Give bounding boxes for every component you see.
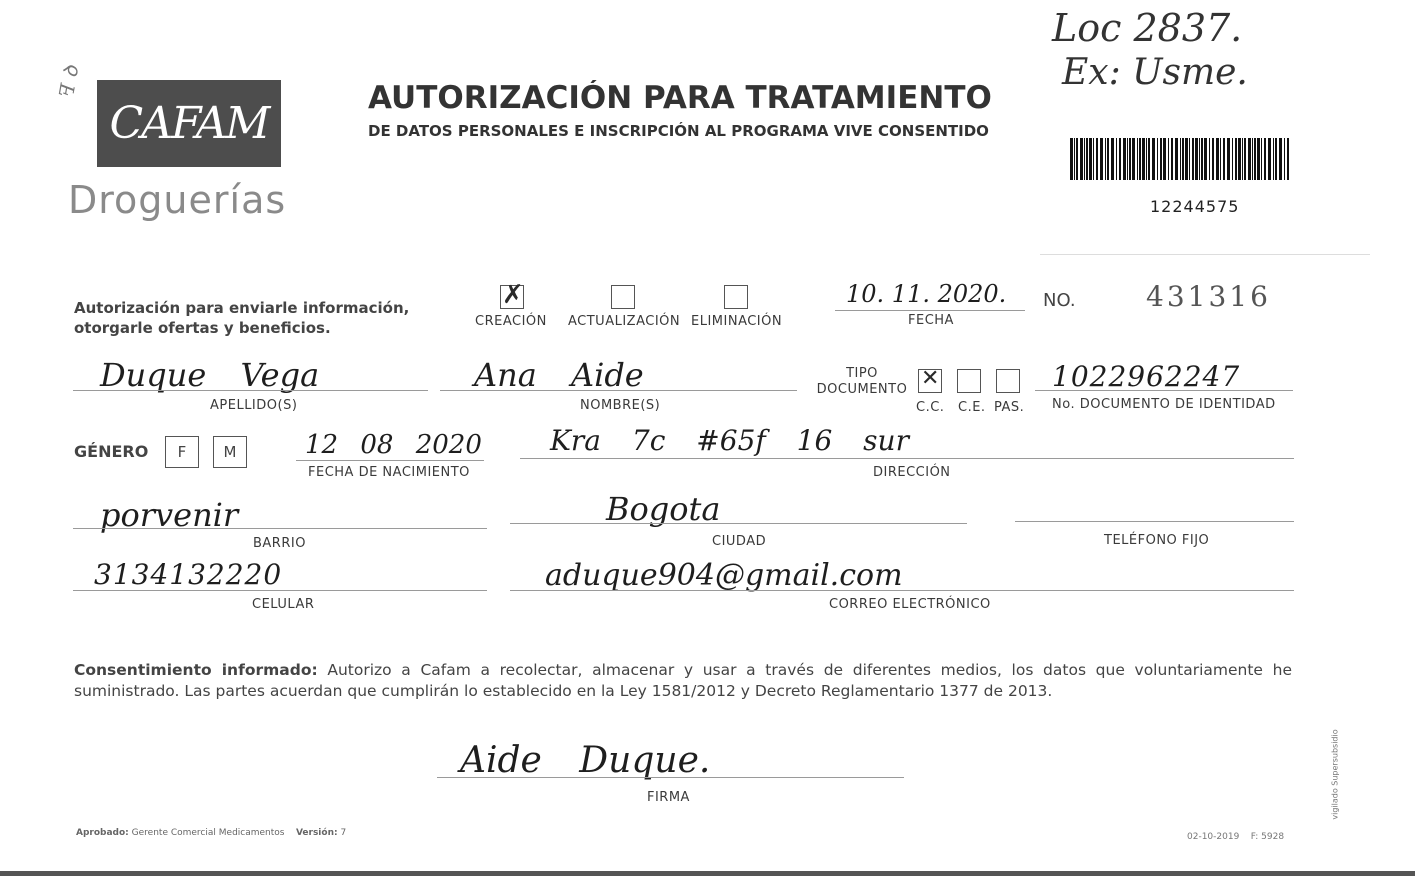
barcode-bar [1199,138,1200,180]
barcode-bar [1171,138,1173,180]
barcode-bar [1139,138,1141,180]
version-label: Versión: [295,828,338,838]
ciudad-label: CIUDAD [712,534,767,549]
barcode-bar [1201,138,1203,180]
consent-paragraph [74,660,1292,702]
barcode-bar [1142,138,1145,180]
barcode-bar [1242,138,1243,180]
barcode-bar [1123,138,1126,180]
barcode-bar [1093,138,1094,180]
tipo-documento-label: TIPO DOCUMENTO [816,366,908,397]
barcode-bar [1148,138,1150,180]
barrio-value: porvenir [100,496,239,534]
barcode-bar [1254,138,1256,180]
barcode [1070,138,1292,180]
barcode-bar [1152,138,1155,180]
barcode-bar [1220,138,1221,180]
form-subtitle: DE DATOS PERSONALES E INSCRIPCIÓN AL PROGRAMA VIVE CONSENTIDO [368,122,989,140]
actualizacion-checkbox[interactable] [611,285,635,309]
barcode-bar [1227,138,1230,180]
barcode-bar [1275,138,1277,180]
barcode-bar [1080,138,1083,180]
form-title: AUTORIZACIÓN PARA TRATAMIENTO [368,80,992,116]
barcode-bar [1084,138,1085,180]
apellidos-label: APELLIDO(S) [210,398,298,413]
pas-checkbox[interactable] [996,369,1020,393]
barcode-bar [1212,138,1214,180]
barcode-bar [1105,138,1106,180]
barcode-bar [1086,138,1088,180]
handwritten-location-note-2: Ex: Usme. [1062,52,1248,93]
barcode-bar [1287,138,1289,180]
eliminacion-label: ELIMINACIÓN [691,314,783,329]
barrio-label: BARRIO [253,536,306,551]
number-label: NO. [1043,290,1076,311]
barcode-bar [1248,138,1251,180]
barcode-bar [1129,138,1131,180]
barcode-bar [1189,138,1190,180]
birth-date-value: 12 08 2020 [305,430,482,460]
barcode-bar [1195,138,1198,180]
barcode-bar [1238,138,1241,180]
genero-m-box[interactable] [213,436,247,468]
signature-label: FIRMA [647,790,690,805]
barcode-bar [1182,138,1184,180]
barcode-bar [1076,138,1078,180]
barcode-bar [1273,138,1274,180]
barcode-bar [1252,138,1253,180]
celular-label: CELULAR [252,597,315,612]
barcode-bar [1264,138,1266,180]
barcode-bar [1284,138,1285,180]
barcode-bar [1175,138,1178,180]
aprobado-label: Aprobado: [76,828,129,838]
barcode-bar [1074,138,1075,180]
barcode-bar [1185,138,1188,180]
document-number-value: 1022962247 [1052,360,1241,393]
barcode-bar [1192,138,1194,180]
barcode-bar [1261,138,1262,180]
barcode-bar [1180,138,1181,180]
barcode-bar [1163,138,1166,180]
barcode-bar [1157,138,1158,180]
barcode-bar [1146,138,1147,180]
genero-f-label: F [177,443,187,461]
creacion-label: CREACIÓN [475,314,547,329]
email-label: CORREO ELECTRÓNICO [829,597,991,612]
celular-value: 3134132220 [94,558,283,591]
nombres-label: NOMBRE(S) [580,398,661,413]
apellidos-value: Duque Vega [100,356,320,394]
barcode-bar [1111,138,1114,180]
ciudad-value: Bogota [606,490,721,528]
authorization-text: Autorización para enviarle información, otorgarle ofertas y beneficios. [74,299,410,337]
barcode-bar [1127,138,1128,180]
logo-margin-scribble: ꟻ ꝺ [53,63,84,100]
cc-checkbox[interactable] [918,366,942,393]
barcode-bar [1116,138,1117,180]
genero-label: GÉNERO [74,442,149,461]
barcode-bar [1132,138,1135,180]
scan-edge [0,871,1415,876]
nombres-value: Ana Aide [474,356,644,394]
cc-label: C.C. [916,400,945,415]
barcode-bar [1160,138,1162,180]
birth-date-label: FECHA DE NACIMIENTO [308,465,470,480]
cc-check-mark: ✕ [921,366,940,391]
form-number: 431316 [1146,280,1271,313]
pas-label: PAS. [994,400,1025,415]
ce-label: C.E. [958,400,986,415]
barcode-number: 12244575 [1150,197,1240,216]
address-value: Kra 7c #65f 16 sur [550,424,909,457]
handwritten-location-note: Loc 2837. [1052,6,1243,50]
cafam-logo-text: CAFAM [109,98,269,149]
creacion-check-mark: ✗ [502,280,524,310]
barcode-bar [1257,138,1260,180]
barcode-bar [1279,138,1282,180]
version-value: 7 [340,828,347,838]
vertical-supervision-text: vigilado Supersubsidio [1330,729,1340,820]
creacion-checkbox[interactable] [500,280,524,310]
barcode-bar [1235,138,1237,180]
barcode-bar [1268,138,1271,180]
barcode-bar [1089,138,1092,180]
genero-f-box[interactable] [165,436,199,468]
consent-heading: Consentimiento informado: [74,661,318,679]
ce-checkbox[interactable] [957,369,981,393]
barcode-bar [1137,138,1138,180]
fecha-value: 10. 11. 2020. [846,280,1007,308]
barcode-bar [1204,138,1207,180]
barcode-bar [1168,138,1169,180]
barcode-bar [1070,138,1073,180]
brand-subtitle: Droguerías [68,178,287,222]
footer-codes [1187,832,1284,842]
actualizacion-label: ACTUALIZACIÓN [568,314,681,329]
aprobado-value: Gerente Comercial Medicamentos [131,828,285,838]
cafam-logo [97,80,281,167]
fecha-label: FECHA [908,313,954,328]
email-value: aduque904@gmail.com [545,558,903,593]
genero-m-label: M [223,443,237,461]
barcode-bar [1216,138,1219,180]
barcode-bar [1232,138,1233,180]
signature-value: Aide Duque. [460,740,711,781]
barcode-bar [1107,138,1109,180]
footer-form-code: F: 5928 [1250,832,1285,842]
barcode-bar [1096,138,1098,180]
eliminacion-checkbox[interactable] [724,285,748,309]
footer-date-code: 02-10-2019 [1187,832,1240,842]
barcode-bar [1223,138,1225,180]
document-number-label: No. DOCUMENTO DE IDENTIDAD [1052,397,1276,412]
footer-approval [76,828,346,838]
telefono-label: TELÉFONO FIJO [1104,533,1210,548]
address-label: DIRECCIÓN [873,465,951,480]
barcode-bar [1209,138,1210,180]
barcode-bar [1244,138,1246,180]
consent-body: Autorizo a Cafam a recolectar, almacenar y usar a través de diferentes medios, los datos que voluntariamente he suministrado. Las partes acuerdan que cumplirán lo establecido en la Ley 1581/2012 y Decreto Reglamentario 1377 de 2013. [74,661,1292,700]
barcode-bar [1119,138,1121,180]
barcode-bar [1100,138,1103,180]
